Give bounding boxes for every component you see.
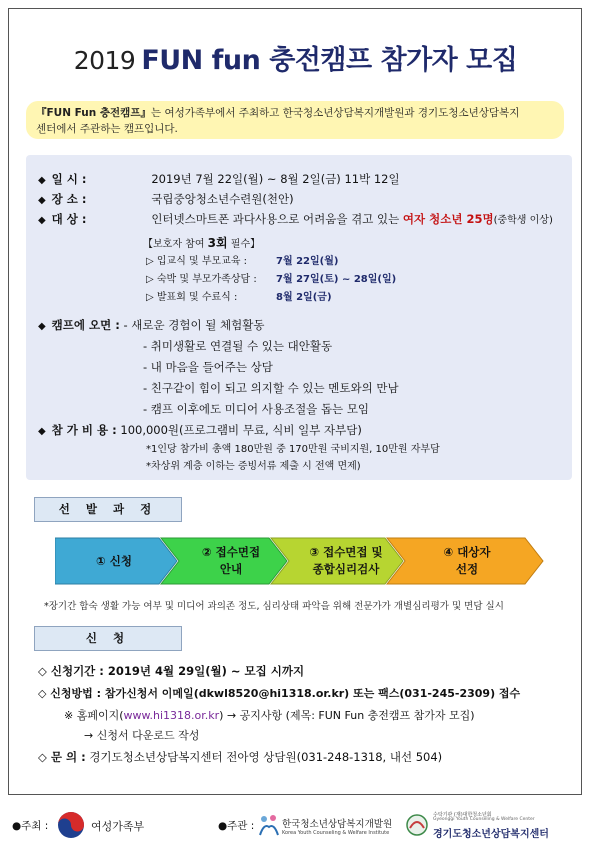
cost-label: 참 가 비 용 : [51,423,117,437]
guardian-item [146,254,338,269]
guardian-item-date: 8월 2일(금) [276,292,332,303]
diamond-bullet-icon: ◆ [38,215,46,226]
title-main: FUN fun 충전캠프 참가자 모집 [141,45,518,76]
guardian-title [143,236,260,252]
guardian-item-date: 7월 22일(월) [276,256,339,267]
apply-heading: 신 청 [34,626,182,651]
target-row [38,212,553,228]
camp-item: - 내 마음을 들어주는 상담 [143,360,273,374]
apply-homepage-note [64,708,475,723]
camp-item: - 취미생활로 연결될 수 있는 대안활동 [143,339,333,353]
apply-contact [38,750,442,765]
apply-note-post: ) → 공지사항 (제목: FUN Fun 충전캠프 참가자 모집) [219,709,475,722]
contact-value: 경기도청소년상담복지센터 전아영 상담원(031-248-1318, 내선 504) [89,750,443,764]
selection-note: *장기간 합숙 생활 가능 여부 및 미디어 과의존 정도, 심리상태 파악을 위해 전문가가 개별심리평가 및 면담 실시 [44,601,504,612]
intro-text-2: 센터에서 주관하는 캠프입니다. [36,123,178,135]
process-step-3 [288,539,404,583]
process-step-2-label: ② 접수면접 안내 [201,545,261,576]
process-step-2 [178,539,284,583]
homepage-link[interactable]: www.hi1318.or.kr [123,709,220,722]
cost-value: 100,000원(프로그램비 무료, 식비 일부 자부담) [120,423,362,437]
diamond-bullet-icon: ◆ [38,321,46,332]
target-label: 대 상 : [51,212,87,226]
org1-sub: Korea Youth Counseling & Welfare Institute [282,830,390,836]
host-label: ●주최 : [12,820,49,832]
cost-row [38,423,362,439]
page-title [0,38,591,77]
ministry-logo-icon [57,811,85,839]
org1-name: 한국청소년상담복지개발원 [282,819,393,830]
date-value: 2019년 7월 22일(월) ~ 8월 2일(금) 11박 12일 [151,172,400,186]
guardian-item [146,290,332,305]
guardian-item-name: ▷ 숙박 및 부모가족상담 : [146,274,257,285]
guardian-title-post: 필수】 [227,239,261,250]
guardian-item-name: ▷ 입교식 및 부모교육 : [146,256,248,267]
camp-row [38,318,264,334]
org2-sub: Gyeonggi Youth Counseling & Welfare Center [433,817,535,822]
org2-top: 수탁기관 (재)대한청소년회 [433,812,492,818]
target-highlight: 여자 청소년 25명 [402,212,494,226]
guardian-item-name: ▷ 발표회 및 수료식 : [146,292,238,303]
camp-label: 캠프에 오면 : [51,318,120,332]
intro-camp-name: 『FUN Fun 충전캠프』 [36,107,151,119]
apply-note-pre: ※ 홈페이지( [64,709,124,722]
process-step-4-label: ④ 대상자 선정 [443,545,491,576]
guardian-item [146,272,396,287]
place-value: 국립중앙청소년수련원(천안) [151,192,294,206]
date-row [38,172,400,188]
apply-period: ◇ 신청기간 : 2019년 4월 29일(월) ~ 모집 시까지 [38,664,305,678]
diamond-bullet-icon: ◆ [38,195,46,206]
target-value: 인터넷스마트폰 과다사용으로 어려움을 겪고 있는 [151,212,400,226]
camp-item: - 친구같이 힘이 되고 의지할 수 있는 멘토와의 만남 [143,381,399,395]
place-label: 장 소 : [51,192,87,206]
camp-item: - 캠프 이후에도 미디어 사용조절을 돕는 모임 [143,402,370,416]
selection-heading: 선 발 과 정 [34,497,182,522]
process-step-4 [406,539,528,583]
kyci-logo-icon [258,813,280,837]
host-name: 여성가족부 [91,820,145,833]
intro-text-1: 는 여성가족부에서 주최하고 한국청소년상담복지개발원과 경기도청소년상담복지 [150,107,520,119]
process-step-1: ① 신청 [96,553,132,568]
title-year: 2019 [73,46,136,75]
diamond-bullet-icon: ◆ [38,426,46,437]
guardian-item-date: 7월 27일(토) ~ 28일(일) [276,274,397,285]
date-label: 일 시 : [51,172,87,186]
place-row [38,192,294,208]
cost-note: *차상위 계층 이하는 증빙서류 제출 시 전액 면제) [146,461,361,472]
apply-method: ◇ 신청방법 : 참가신청서 이메일(dkwl8520@hi1318.or.kr) 또는 팩스(031-245-2309) 접수 [38,687,521,700]
cost-note: *1인당 참가비 총액 180만원 중 170만원 국비지원, 10만원 자부담 [146,444,440,455]
target-suffix: (중학생 이상) [493,215,553,226]
org2-name: 경기도청소년상담복지센터 [433,829,549,840]
organizer-label: ●주관 : [218,820,255,832]
contact-label: ◇ 문 의 : [38,750,86,764]
guardian-title-pre: 【보호자 참여 [143,239,208,250]
process-step-3-label: ③ 접수면접 및 종합심리검사 [309,545,383,576]
apply-download-note: → 신청서 다운로드 작성 [84,729,200,742]
intro-box [26,101,564,139]
guardian-count: 3회 [207,236,228,250]
camp-item: - 새로운 경험이 될 체험활동 [123,318,265,332]
diamond-bullet-icon: ◆ [38,175,46,186]
gyeonggi-center-logo-icon [405,814,429,836]
